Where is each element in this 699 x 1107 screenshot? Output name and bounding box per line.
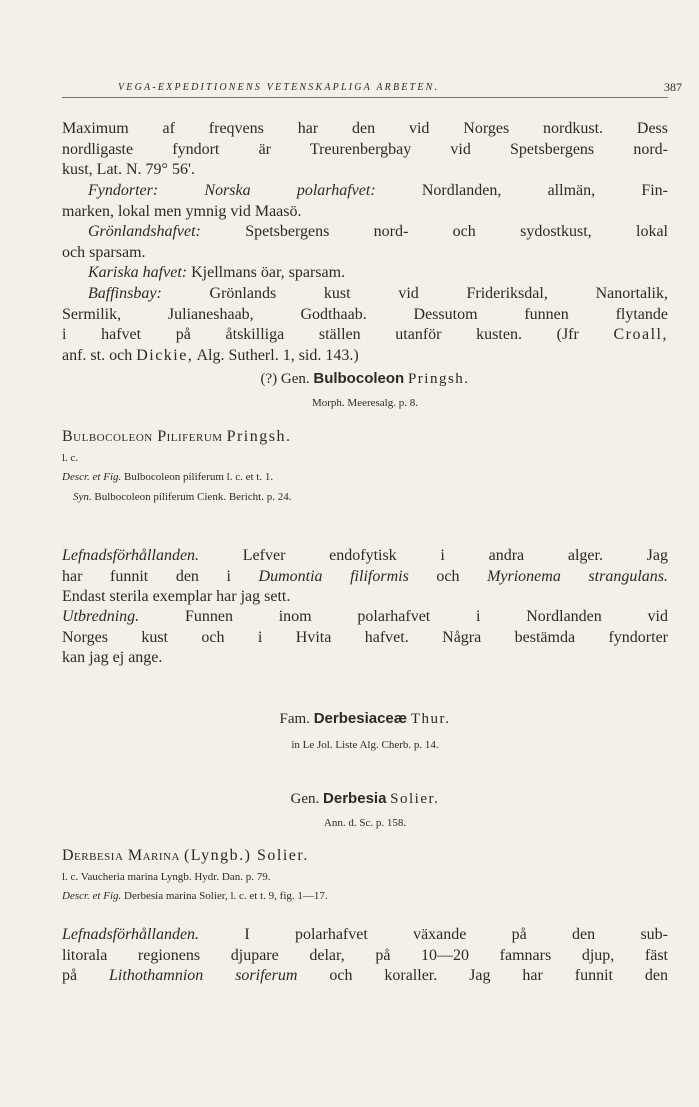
species-ref-dumontia: Dumontia filiformis [258,567,409,585]
author-croall: Croall, [613,326,668,344]
species-lc: l. c. Vaucheria marina Lyngb. Hydr. Dan. p. 79. [62,871,271,883]
genus-name: Derbesia [323,790,387,807]
lefnad-paragraph-1: Lefnadsförhållanden. Lefver endofytisk i andra alger. Jag har funnit den i Dumontia filiformis och Myrionema strangulans. Endast sterila exemplar har jag sett. [62,547,668,606]
genus-heading-bulbocoleon: (?) Gen. Bulbocoleon Pringsh. [260,370,470,387]
text-line: Baffinsbay: Grönlands kust vid Frideriksdal, Nanortalik, [88,284,668,302]
text-line: i hafvet på åtskilliga ställen utanför kusten. (Jfr Croall, [62,326,668,344]
fyndorter-label: Fyndorter: Norska polarhafvet: [88,182,376,199]
genus-reference: Morph. Meeresalg. p. 8. [311,397,418,409]
text-line: Grönlandshafvet: Spetsbergens nord- och sydostkust, lokal [88,223,668,241]
genus-author: Pringsh. [407,371,470,387]
text-line: och sparsam. [62,243,146,261]
utbredning-paragraph: Utbredning. Funnen inom polarhafvet i Nordlanden vid Norges kust och i Hvita hafvet. Några bestämda fyndorter kan jag ej ange. [62,608,668,667]
species-ref-myrionema: Myrionema strangulans. [487,567,668,585]
section-label: Lefnadsförhållanden. [62,926,200,943]
text-line: Sermilik, Julianeshaab, Godthaab. Dessutom funnen flytande [62,305,668,323]
species-lc: l. c. [62,452,79,464]
text-line: Fyndorter: Norska polarhafvet: Nordlanden, allmän, Fin- [88,182,668,199]
text-line: Kariska hafvet: Kjellmans öar, sparsam. [88,264,346,282]
species-syn: Syn. Bulbocoleon piliferum Cienk. Bericht. p. 24. [73,491,292,503]
text-line: marken, lokal men ymnig vid Maasö. [62,202,302,220]
section-label: Lefnadsförhållanden. [62,547,200,564]
species-ref-lithothamnion: Lithothamnion soriferum [109,967,298,985]
gronland-label: Grönlandshafvet: [88,223,201,241]
family-heading: Fam. Derbesiaceæ Thur. [279,710,451,727]
baffins-label: Baffinsbay: [88,284,162,302]
page-number: 387 [664,80,682,94]
genus-reference: Ann. d. Sc. p. 158. [323,817,407,829]
header-rule [62,97,668,98]
kariska-label: Kariska hafvet: [88,264,188,282]
species-author: Pringsh. [226,428,292,445]
species-heading-bulbocoleon [62,428,668,446]
species-descr: Descr. et Fig. Derbesia marina Solier, l. c. et t. 9, fig. 1—17. [62,890,328,902]
section-label: Utbredning. [62,608,140,625]
author-dickie: Dickie, [136,346,194,364]
text-line: anf. st. och Dickie, Alg. Sutherl. 1, sid. 143.) [62,346,359,364]
species-descr: Descr. et Fig. Bulbocoleon piliferum l. c. et t. 1. [62,471,274,483]
species-name: Derbesia Marina [62,847,180,864]
species-heading-derbesia [62,847,668,865]
family-reference: in Le Jol. Liste Alg. Cherb. p. 14. [291,739,439,751]
fyndorter-paragraph [62,181,668,366]
text-line: kust, Lat. N. 79° 56'. [62,161,195,179]
lefnad-paragraph-2: Lefnadsförhållanden. I polarhafvet växande på den sub- litorala regionens djupare delar, på 10—20 famnars djup, fäst på Lithothamnion soriferum och koraller. Jag har funnit den [62,926,668,985]
family-author: Thur. [410,711,451,727]
species-name: Bulbocoleon Piliferum [62,428,223,445]
family-name: Derbesiaceæ [313,710,408,727]
text-line: Maximum af freqvens har den vid Norges nordkust. Dess [62,120,668,137]
running-header: VEGA-EXPEDITIONENS VETENSKAPLIGA ARBETEN. [118,82,440,93]
species-author: (Lyngb.) Solier. [183,847,309,864]
text-line: nordligaste fyndort är Treurenbergbay vid Spetsbergens nord- [62,140,668,158]
genus-author: Solier. [390,791,440,807]
intro-paragraph [62,119,668,181]
genus-heading-derbesia: Gen. Derbesia Solier. [290,790,440,807]
genus-name: Bulbocoleon [313,370,405,387]
